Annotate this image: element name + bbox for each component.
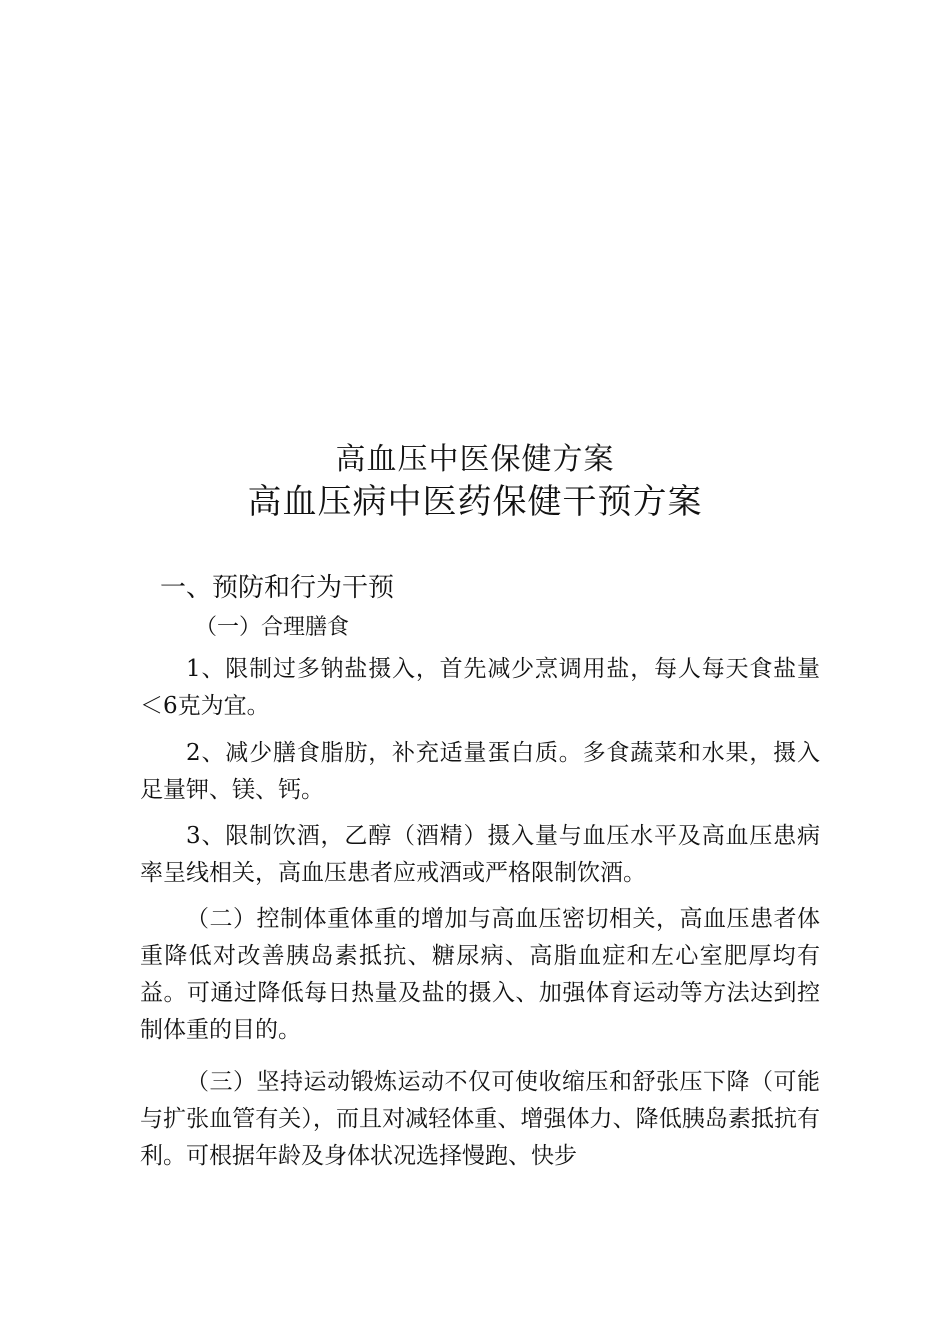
paragraph-alcohol: 3、限制饮酒，乙醇（酒精）摄入量与血压水平及高血压患病率呈线相关，高血压患者应戒酒或严格限制饮酒。 xyxy=(140,823,820,886)
paragraph-salt: 1、限制过多钠盐摄入，首先减少烹调用盐，每人每天食盐量＜6克为宜。 xyxy=(140,656,820,719)
paragraph-weight-control: （二）控制体重体重的增加与高血压密切相关，高血压患者体重降低对改善胰岛素抵抗、糖尿病、高脂血症和左心室肥厚均有益。可通过降低每日热量及盐的摄入、加强体育运动等方法达到控制体重的目的。 xyxy=(140,906,820,1043)
subsection-heading-diet: （一）合理膳食 xyxy=(195,615,350,640)
paragraph-exercise: （三）坚持运动锻炼运动不仅可使收缩压和舒张压下降（可能与扩张血管有关），而且对减轻体重、增强体力、降低胰岛素抵抗有利。可根据年龄及身体状况选择慢跑、快步 xyxy=(140,1069,820,1169)
document-subtitle: 高血压病中医药保健干预方案 xyxy=(247,482,703,522)
paragraph-fat: 2、减少膳食脂肪，补充适量蛋白质。多食蔬菜和水果，摄入足量钾、镁、钙。 xyxy=(140,740,820,803)
document-title: 高血压中医保健方案 xyxy=(335,442,615,477)
section-heading-prevention: 一、预防和行为干预 xyxy=(160,573,395,603)
